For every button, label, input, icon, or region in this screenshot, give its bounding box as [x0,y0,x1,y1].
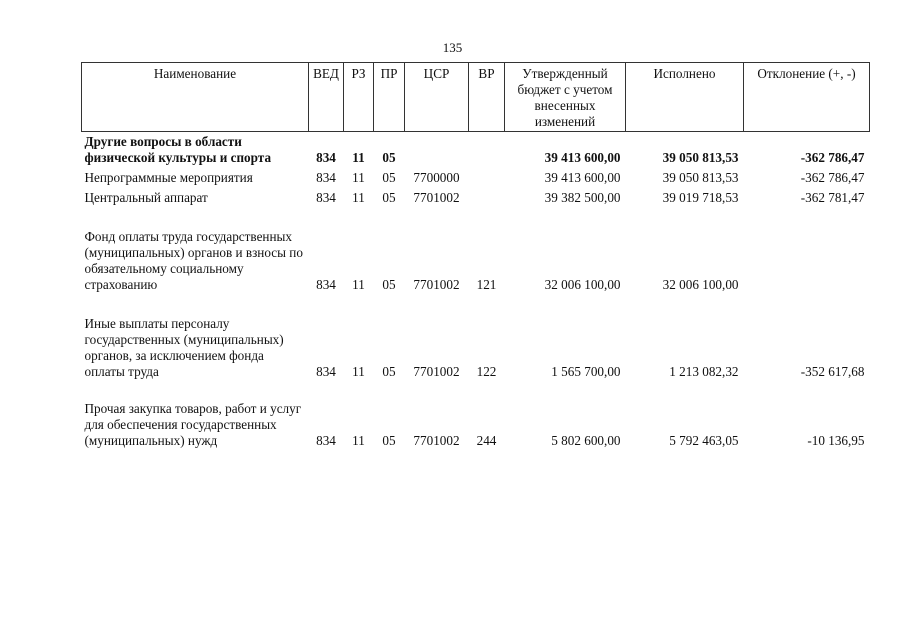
cell-vr: 121 [476,276,497,292]
cell-csr: 7700000 [413,169,460,185]
table-row [82,380,870,449]
cell-rz: 11 [352,363,365,379]
cell-rz: 11 [352,169,365,185]
cell-pr: 05 [382,189,396,205]
cell-deviation: -10 136,95 [807,432,865,448]
cell-executed: 39 050 813,53 [662,149,739,165]
header-deviation: Отклонение (+, -) [744,63,870,132]
header-name: Наименование [82,63,309,132]
cell-deviation: -362 786,47 [800,169,865,185]
cell-ved: 834 [316,432,336,448]
cell-vr [469,132,505,166]
header-budget: Утвержденный бюджет с учетом внесенных изменений [505,63,626,132]
cell-deviation: -362 781,47 [800,189,865,205]
cell-ved: 834 [316,169,336,185]
cell-csr: 7701002 [413,276,460,292]
cell-rz: 11 [352,189,365,205]
table-row [82,166,870,186]
header-ved: ВЕД [309,63,344,132]
cell-executed: 32 006 100,00 [662,276,739,292]
table-row [82,293,870,380]
header-csr: ЦСР [405,63,469,132]
cell-pr: 05 [382,432,396,448]
cell-pr: 05 [382,169,396,185]
cell-budget: 5 802 600,00 [551,432,621,448]
cell-pr: 05 [382,276,396,292]
cell-pr: 05 [382,149,396,165]
table-row [82,206,870,293]
cell-csr: 7701002 [413,189,460,205]
cell-csr [405,132,469,166]
cell-deviation: -362 786,47 [800,149,865,165]
cell-executed: 5 792 463,05 [669,432,739,448]
cell-budget: 1 565 700,00 [551,363,621,379]
header-rz: РЗ [344,63,374,132]
cell-budget: 32 006 100,00 [544,276,621,292]
cell-name: Иные выплаты персоналу государственных (муниципальных) органов, за исключением фонда оплаты труда [84,315,284,379]
cell-csr: 7701002 [413,432,460,448]
cell-rz: 11 [352,149,365,165]
cell-budget: 39 382 500,00 [544,189,621,205]
header-executed: Исполнено [626,63,744,132]
cell-executed: 1 213 082,32 [669,363,739,379]
cell-pr: 05 [382,363,396,379]
cell-vr: 244 [476,432,497,448]
cell-ved: 834 [316,149,336,165]
cell-executed: 39 019 718,53 [662,189,739,205]
cell-ved: 834 [316,276,336,292]
cell-vr: 122 [476,363,497,379]
header-vr: ВР [469,63,505,132]
cell-executed: 39 050 813,53 [662,169,739,185]
cell-vr [469,166,505,186]
cell-csr: 7701002 [413,363,460,379]
table-header [82,63,870,132]
cell-name: Фонд оплаты труда государственных (муниципальных) органов и взносы по обязательному социальному страхованию [84,228,303,292]
table-row [82,132,870,166]
cell-name: Прочая закупка товаров, работ и услуг для обеспечения государственных (муниципальных) нужд [84,400,302,448]
budget-table [81,62,870,449]
cell-budget: 39 413 600,00 [544,149,621,165]
table-row [82,186,870,206]
cell-name: Центральный аппарат [84,189,208,205]
cell-name: Другие вопросы в области физической культуры и спорта [84,133,272,165]
page-number: 135 [442,40,463,55]
cell-deviation [744,206,870,293]
header-pr: ПР [374,63,405,132]
cell-ved: 834 [316,363,336,379]
cell-budget: 39 413 600,00 [544,169,621,185]
cell-rz: 11 [352,432,365,448]
cell-ved: 834 [316,189,336,205]
table-body [82,132,870,449]
cell-rz: 11 [352,276,365,292]
cell-name: Непрограммные мероприятия [84,169,253,185]
cell-deviation: -352 617,68 [800,363,865,379]
cell-vr [469,186,505,206]
